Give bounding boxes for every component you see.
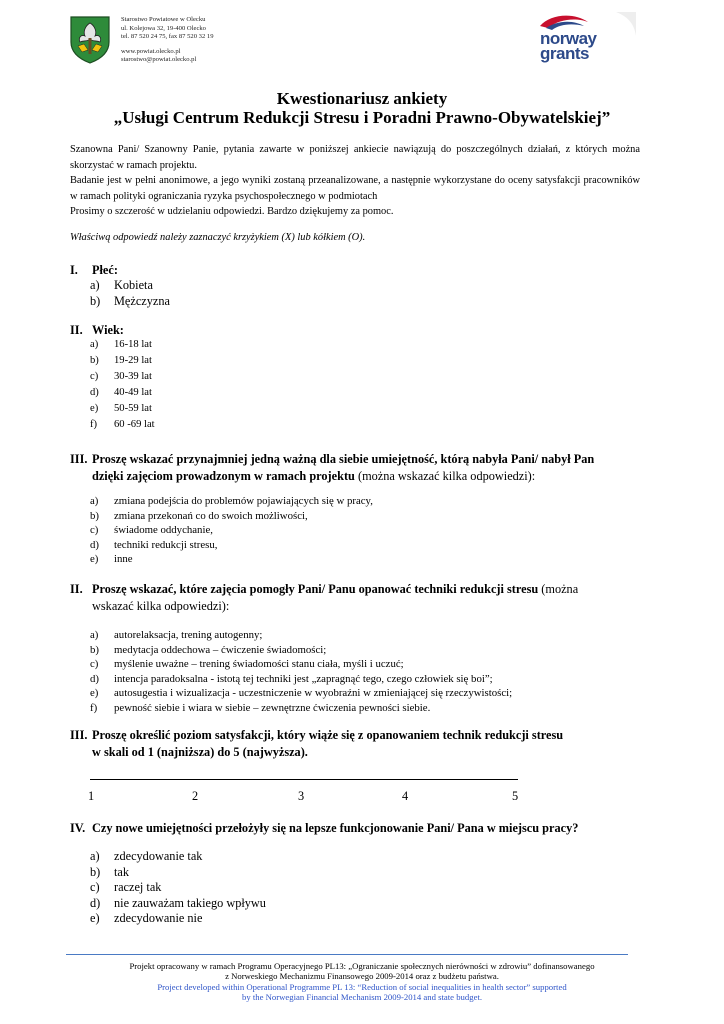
grants-wordmark: grants bbox=[540, 44, 589, 63]
office-web[interactable]: www.powiat.olecko.pl bbox=[121, 47, 181, 55]
footer-en-line-2: by the Norwegian Financial Mechanism 2009-2014 and state budget. bbox=[241, 992, 483, 1003]
question-number: IV. bbox=[70, 821, 86, 835]
list-item[interactable]: e) zdecydowanie nie bbox=[90, 911, 203, 925]
question-satisfaction bbox=[70, 727, 642, 760]
footer-polish bbox=[0, 961, 724, 982]
footer-pl-line-2: z Norweskiego Mechanizmu Finansowego 2009-2014 oraz z budżetu państwa. bbox=[225, 971, 499, 982]
office-email[interactable]: starostwo@powiat.olecko.pl bbox=[121, 56, 197, 64]
intro-paragraph-3: Prosimy o szczerość w udzielaniu odpowiedzi. Bardzo dziękujemy za pomoc. bbox=[70, 206, 394, 217]
question-gender bbox=[70, 262, 642, 279]
question-note: (można wskazać kilka odpowiedzi): bbox=[357, 468, 536, 483]
scale-point-4[interactable]: 4 bbox=[402, 789, 409, 803]
norway-grants-logo bbox=[530, 10, 640, 68]
scale-point-5[interactable]: 5 bbox=[512, 789, 519, 803]
scale-answer-line[interactable] bbox=[90, 779, 518, 780]
list-item[interactable]: e) autosugestia i wizualizacja - uczestniczenie w wyobraźni w zmieniającej się rzeczywistości; bbox=[90, 687, 513, 700]
list-item[interactable]: c) 30-39 lat bbox=[90, 371, 152, 383]
question-age bbox=[70, 322, 642, 339]
question-text: Czy nowe umiejętności przełożyły się na lepsze funkcjonowanie Pani/ Pana w miejscu pracy? bbox=[92, 821, 579, 835]
answer-instruction: Właściwą odpowiedź należy zaznaczyć krzyżykiem (X) lub kółkiem (O). bbox=[70, 232, 366, 243]
footer-pl-line-1: Projekt opracowany w ramach Programu Operacyjnego PL13: „Ograniczanie społecznych nierówności w zdrowiu” dofinansowanego bbox=[129, 961, 595, 971]
skills-options bbox=[90, 494, 373, 567]
list-item[interactable]: a) Kobieta bbox=[90, 278, 153, 292]
classes-options bbox=[90, 628, 512, 716]
list-item[interactable]: d) nie zauważam takiego wpływu bbox=[90, 895, 266, 910]
list-item[interactable]: d) 40-49 lat bbox=[90, 387, 152, 399]
list-item[interactable]: a) zmiana podejścia do problemów pojawiających się w pracy, bbox=[90, 495, 373, 507]
list-item[interactable]: b) Mężczyzna bbox=[90, 293, 170, 308]
scale-point-2[interactable]: 2 bbox=[192, 789, 199, 803]
question-number: III. bbox=[70, 452, 88, 466]
list-item[interactable]: e) inne bbox=[90, 553, 133, 566]
question-text-cont: dzięki zajęciom prowadzonym w ramach projektu bbox=[92, 468, 355, 483]
office-phone: tel. 87 520 24 75, fax 87 520 32 19 bbox=[121, 33, 214, 41]
list-item[interactable]: c) myślenie uważne – trening świadomości stanu ciała, myśli i uczuć; bbox=[90, 658, 404, 671]
question-number: II. bbox=[70, 582, 83, 596]
coat-of-arms-icon bbox=[68, 14, 112, 64]
footer-divider bbox=[66, 954, 628, 955]
footer-en-line-1: Project developed within Operational Programme PL 13: “Reduction of social inequalities in health sector” supported bbox=[157, 982, 567, 992]
question-classes bbox=[70, 581, 642, 614]
question-skills bbox=[70, 451, 642, 484]
list-item[interactable]: a) 16-18 lat bbox=[90, 339, 152, 350]
letterhead bbox=[0, 0, 724, 80]
office-street: ul. Kolejowa 32, 19-400 Olecko bbox=[121, 24, 206, 32]
document-subtitle: „Usługi Centrum Redukcji Stresu i Poradni Prawno-Obywatelskiej” bbox=[113, 108, 611, 127]
question-text-cont: w skali od 1 (najniższa) do 5 (najwyższa). bbox=[92, 744, 308, 759]
footer-english bbox=[0, 982, 724, 1003]
work-impact-options bbox=[90, 849, 266, 927]
scale-point-3[interactable]: 3 bbox=[298, 789, 305, 803]
list-item[interactable]: b) zmiana przekonań co do swoich możliwości, bbox=[90, 509, 308, 522]
list-item[interactable]: f) 60 -69 lat bbox=[90, 419, 155, 431]
question-note-cont: wskazać kilka odpowiedzi): bbox=[92, 598, 230, 613]
intro-paragraph-2: Badanie jest w pełni anonimowe, a jego wyniki zostaną przeanalizowane, a następnie wykorzystane do oceny satysfakcji pracowników w ramach polityki ograniczania ryzyka psychospołecznego w podmiotach bbox=[70, 175, 640, 202]
norway-wordmark: norway bbox=[540, 29, 597, 48]
list-item[interactable]: b) 19-29 lat bbox=[90, 355, 152, 367]
question-text: Wiek: bbox=[92, 323, 124, 337]
office-name: Starostwo Powiatowe w Olecku bbox=[121, 16, 206, 23]
question-text: Proszę wskazać przynajmniej jedną ważną dla siebie umiejętność, którą nabyła Pani/ nabył Pan bbox=[92, 452, 595, 466]
list-item[interactable]: e) 50-59 lat bbox=[90, 403, 152, 415]
list-item[interactable]: d) techniki redukcji stresu, bbox=[90, 538, 218, 551]
list-item[interactable]: b) tak bbox=[90, 864, 130, 879]
list-item[interactable]: c) świadome oddychanie, bbox=[90, 524, 213, 537]
list-item[interactable]: a) autorelaksacja, trening autogenny; bbox=[90, 629, 263, 641]
question-text: Płeć: bbox=[92, 263, 118, 277]
list-item[interactable]: f) pewność siebie i wiara w siebie – zewnętrzne ćwiczenia pewności siebie. bbox=[90, 701, 431, 714]
list-item[interactable]: d) intencja paradoksalna - istotą tej techniki jest „zapragnąć tego, czego człowiek się boi”; bbox=[90, 672, 493, 685]
list-item[interactable]: c) raczej tak bbox=[90, 880, 162, 894]
question-text: Proszę wskazać, które zajęcia pomogły Pani/ Panu opanować techniki redukcji stresu bbox=[92, 582, 539, 596]
question-number: II. bbox=[70, 323, 83, 337]
list-item[interactable]: a) zdecydowanie tak bbox=[90, 849, 203, 863]
question-note: (można bbox=[541, 582, 579, 596]
question-work-impact bbox=[70, 820, 642, 837]
document-title: Kwestionariusz ankiety bbox=[276, 89, 448, 108]
question-number: I. bbox=[70, 263, 78, 277]
age-options bbox=[90, 337, 155, 434]
office-address bbox=[121, 16, 214, 65]
question-number: III. bbox=[70, 728, 88, 742]
question-text: Proszę określić poziom satysfakcji, który wiąże się z opanowaniem technik redukcji stresu bbox=[92, 728, 564, 742]
scale-point-1[interactable]: 1 bbox=[88, 789, 95, 803]
list-item[interactable]: b) medytacja oddechowa – ćwiczenie świadomości; bbox=[90, 643, 327, 656]
gender-options bbox=[90, 278, 170, 309]
intro-paragraph-1: Szanowna Pani/ Szanowny Panie, pytania zawarte w poniższej ankiecie nawiązują do poszczególnych działań, z których można skorzystać w ramach projektu. bbox=[70, 144, 640, 171]
